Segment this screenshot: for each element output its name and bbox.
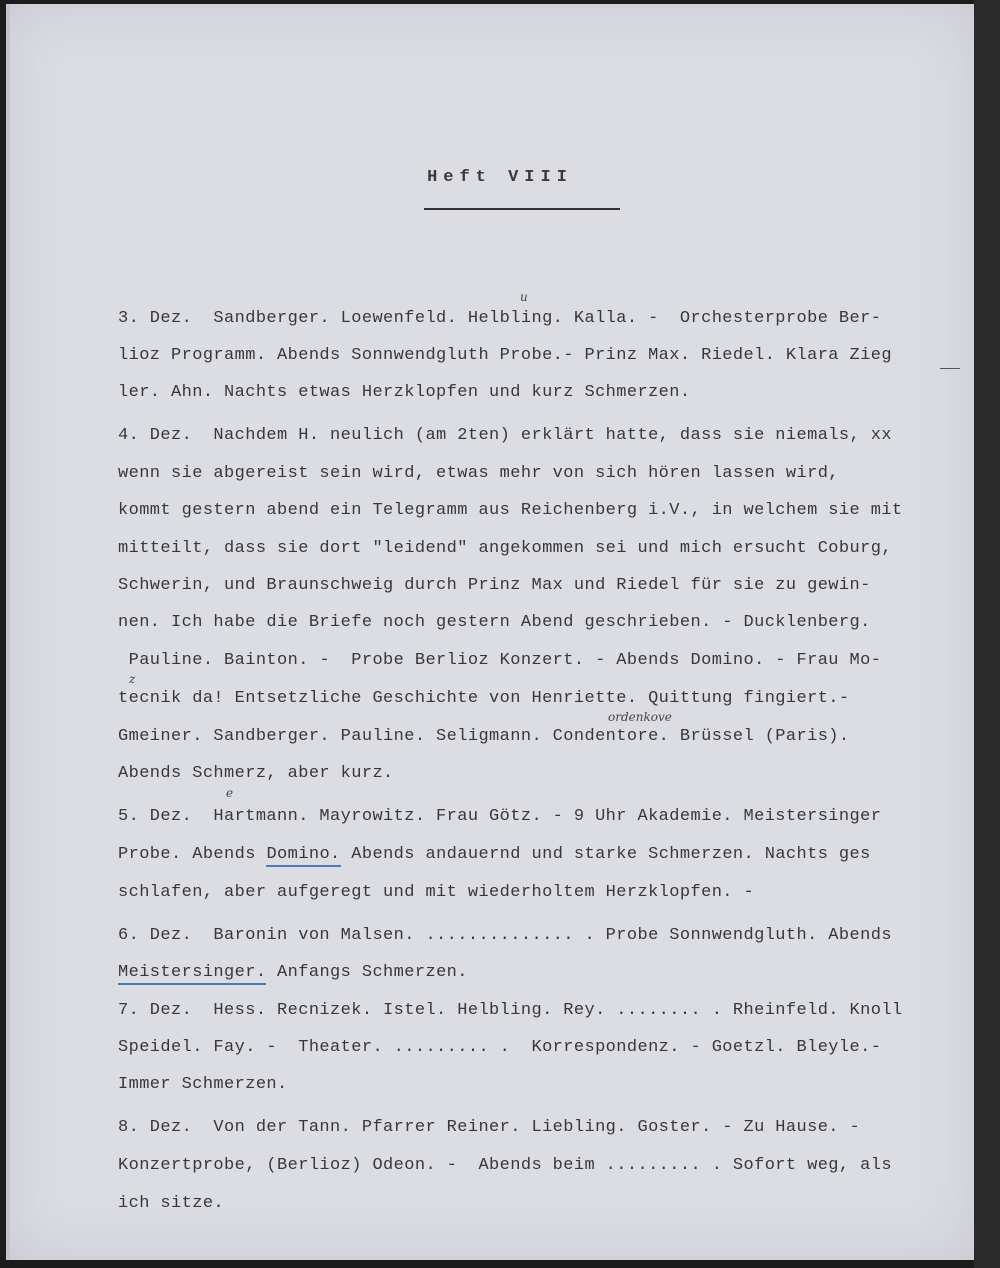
text-line-15-start: Probe. Abends <box>118 845 267 864</box>
text-line-15-end: Abends andauernd und starke Schmerzen. Nachts ges <box>340 845 871 864</box>
text-line-19: 7. Dez. Hess. Recnizek. Istel. Helbling. Rey. ........ . Rheinfeld. Knoll <box>118 1001 903 1020</box>
text-line-10: Pauline. Bainton. - Probe Berlioz Konzert. - Abends Domino. - Frau Mo- <box>118 651 882 670</box>
text-line-17: 6. Dez. Baronin von Malsen. .............. . Probe Sonnwendgluth. Abends <box>118 926 892 945</box>
scanner-edge <box>974 0 1000 1268</box>
handwritten-insertion-mayrowitz: e <box>226 786 234 800</box>
text-line-13: Abends Schmerz, aber kurz. <box>118 764 394 783</box>
text-line-18 <box>118 962 468 984</box>
text-line-12: Gmeiner. Sandberger. Pauline. Seligmann. Condentore. Brüssel (Paris). <box>118 727 850 746</box>
text-line-24: ich sitze. <box>118 1194 225 1213</box>
text-line-5: wenn sie abgereist sein wird, etwas mehr von sich hören lassen wird, <box>118 464 839 483</box>
text-line-3: ler. Ahn. Nachts etwas Herzklopfen und kurz Schmerzen. <box>118 383 691 402</box>
page-fold-shadow <box>6 4 10 1260</box>
text-line-6: kommt gestern abend ein Telegramm aus Reichenberg i.V., in welchem sie mit <box>118 501 903 520</box>
handwritten-insertion-kalla: u <box>520 290 528 304</box>
text-line-8: Schwerin, und Braunschweig durch Prinz Max und Riedel für sie zu gewin- <box>118 576 871 595</box>
text-line-9: nen. Ich habe die Briefe noch gestern Abend geschrieben. - Ducklenberg. <box>118 613 871 632</box>
text-line-7: mitteilt, dass sie dort "leidend" angekommen sei und mich ersucht Coburg, <box>118 539 892 558</box>
text-line-23: Konzertprobe, (Berlioz) Odeon. - Abends beim ......... . Sofort weg, als <box>118 1156 892 1175</box>
text-line-1: 3. Dez. Sandberger. Loewenfeld. Helbling. Kalla. - Orchesterprobe Ber- <box>118 309 882 328</box>
text-line-22: 8. Dez. Von der Tann. Pfarrer Reiner. Liebling. Goster. - Zu Hause. - <box>118 1118 861 1137</box>
page-title: Heft VIII <box>427 168 573 187</box>
margin-hyphen-mark <box>940 368 960 369</box>
title-underline <box>424 208 620 210</box>
text-line-18-end: Anfangs Schmerzen. <box>266 963 468 982</box>
text-line-15 <box>118 844 871 866</box>
underlined-domino: Domino. <box>266 845 340 867</box>
text-line-16: schlafen, aber aufgeregt und mit wiederholtem Herzklopfen. - <box>118 883 755 902</box>
text-line-11: tecnik da! Entsetzliche Geschichte von Henriette. Quittung fingiert.- <box>118 689 850 708</box>
text-line-21: Immer Schmerzen. <box>118 1075 288 1094</box>
handwritten-insertion-condentore: ordenkove <box>608 710 672 724</box>
text-line-14: 5. Dez. Hartmann. Mayrowitz. Frau Götz. - 9 Uhr Akademie. Meistersinger <box>118 807 882 826</box>
text-line-2: lioz Programm. Abends Sonnwendgluth Probe.- Prinz Max. Riedel. Klara Zieg <box>118 346 892 365</box>
underlined-meistersinger: Meistersinger. <box>118 963 266 985</box>
text-line-20: Speidel. Fay. - Theater. ......... . Korrespondenz. - Goetzl. Bleyle.- <box>118 1038 882 1057</box>
handwritten-insertion-tecnik: z <box>129 672 136 686</box>
text-line-4: 4. Dez. Nachdem H. neulich (am 2ten) erklärt hatte, dass sie niemals, xx <box>118 426 892 445</box>
